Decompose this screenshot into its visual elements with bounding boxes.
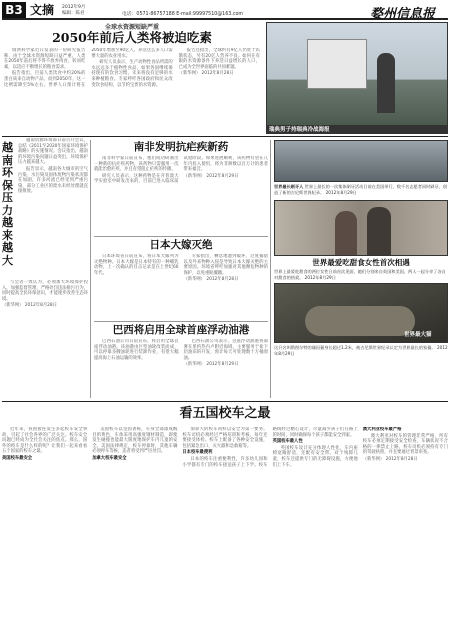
header-date: 2012年9月 xyxy=(62,5,86,10)
article-vietnam-environment xyxy=(2,138,88,400)
article-body: 南非科学家日前宣布，他们成功研制出一种新的抗疟疾药物，该药物只需服用一次就能治愈疟疾，并且有望阻止疟疾的传播。 研究人员表示，这种药物是在开普敦大学实验室中研发出来的，目前已进入临床前试验阶段。如果进展顺利，该药物有望在几年内投入使用，将为非洲数以百万计的患者带来福音。 （新华网） 2012年8月29日 xyxy=(94,156,268,185)
article-brazil-oil-port xyxy=(94,323,268,399)
photo-caption-title: 世界最大猫 xyxy=(404,332,432,338)
subhead: 加拿大校车最安全 xyxy=(92,455,127,461)
article-body: 日本环境省日前宣布，将日本大嫁列为灭绝物种。日本大嫁是日本特有的一种哺乳动物，上一次确认的目击记录是在上世纪60年代。 专家指出，栖息地遭到破坏、过度捕猎以及外来物种入侵是导致日本大嫁灭绝的主要原因。环境省呼吁加强对其他濒危物种的保护，以免重蹈覆辙。 （新华网） 2012年8月28日 xyxy=(94,254,268,283)
article-date: 2012年8月28日 xyxy=(201,71,234,77)
caption-text: 这只名叫斯图尔特的缅因猫身长超过1.2米，被吉尼斯世界纪录认定为世界最长的家猫。 2012年8月29日 xyxy=(274,345,448,356)
photo-caption-bar: 瑞典男子持瑞典冷战海报 xyxy=(266,126,448,134)
article-source: （新华网） xyxy=(183,277,205,283)
article-date: 2012年8月28日 xyxy=(206,277,239,283)
poster-illustration xyxy=(307,39,367,89)
article-source: （新华网） xyxy=(362,456,385,462)
article-source: （新华网） xyxy=(178,71,201,77)
article-body-cont: 与会者一致认为，必须加大环境保护投入，加强监督管理，严格处罚违法排污行为，同时提高全民环保意识，才能逐步改善生态环境。 （新华网） 2012年8月28日 xyxy=(2,280,88,309)
page-header xyxy=(2,2,448,20)
subhead: 美国校车最安全 xyxy=(2,455,33,461)
photo-sweet-women xyxy=(274,200,448,256)
article-body: 瑞典科学家近日发表的一份研究报告称，由于全球水资源短缺日益严重，人类在2050年前后将不得不放弃肉食，转而吃素，以适应不断增长的粮食需求。 报告指出，目前人类饮食中约20%的蛋白质来自动物产品，而到2050年，这一比例需降至5%左右。世界人口预计将在2050年增加至90亿人，养活这么多人口需要大量的农业用水。 研究人员表示，生产动物性食品所需的水远远多于植物性食品，如果各国继续保持现有的饮食习惯，未来将没有足够的水来种植粮食。专家呼吁各国政府和民众改变饮食结构，以节约宝贵的水资源。 报告还指出，全球约有9亿人仍处于饥饿状态，另有20亿人营养不良。如何在有限的水资源条件下养活日益增长的人口，已成为全世界面临的共同难题。 （新华网） 2012年8月28日 xyxy=(4,48,260,88)
article-date: 2012年8月28日 xyxy=(24,303,57,309)
masthead: 婺州信息报 xyxy=(370,7,436,22)
caption-date: 2012年8月29日 xyxy=(274,345,448,356)
caption-title: 世界最长刷牙人 xyxy=(274,184,304,189)
divider xyxy=(94,236,268,237)
article-water-shortage xyxy=(2,22,262,126)
article-headline: 越南环保压力越来越大 xyxy=(2,141,13,267)
article-headline: 看五国校车之最 xyxy=(179,406,271,421)
caption-text: 世界上最爱吃甜食的两位女性日前首次见面，她们分别来自英国和美国，两人一起分享了各自对甜食的热爱。 2012年8月29日 xyxy=(274,269,446,280)
article-south-africa-drug xyxy=(94,140,268,235)
divider xyxy=(94,321,268,322)
article-headline: 日本大嫁灭绝 xyxy=(149,239,213,251)
header-editor: 编辑：陈君 xyxy=(62,11,85,16)
section-name: 文摘 xyxy=(30,3,55,17)
article-headline: 世界最爱吃甜食女性首次相遇 xyxy=(312,258,410,267)
photo-longest-toothbrush xyxy=(274,140,448,182)
article-source: （新华网） xyxy=(2,303,24,309)
article-japan-extinct xyxy=(94,238,268,320)
divider xyxy=(2,136,448,137)
cat-figure xyxy=(305,306,415,336)
article-school-bus xyxy=(2,403,448,638)
article-kicker: 全球水资源短缺严重 xyxy=(104,24,159,31)
caption-date: 2012年8月29日 xyxy=(304,274,336,280)
caption-date: 2012年8月29日 xyxy=(325,189,357,195)
person-figure xyxy=(335,211,357,256)
divider xyxy=(2,401,448,402)
subhead: 英国校车最人性 xyxy=(272,439,303,445)
header-contact: 电话：0571-86757188 E-mail:99997510@163.com xyxy=(122,12,244,17)
photo-caption xyxy=(274,184,448,198)
article-headline: 巴西将启用全球首座浮动油港 xyxy=(112,324,250,336)
photo-anti-war-poster xyxy=(266,22,448,126)
article-source: （新华网） xyxy=(183,362,205,368)
article-body: 巴西石油公司日前宣布，将启用全球首座浮动油港。该油港由巨型油轮改装而成，可以停靠多艘油轮进行装卸作业，有望大幅提高海上石油运输的效率。 巴西石油公司表示，这座浮动油港将部署在里约热内卢附近海域，主要服务于盐下层油田的开发，预计每天可处理数十万桶原油。 （新华网） 2012年8月29日 xyxy=(94,339,268,368)
article-headline: 2050年前后人类将被迫吃素 xyxy=(52,30,212,45)
column-divider xyxy=(270,140,271,398)
subhead: 澳大利亚校车最严格 xyxy=(362,427,402,432)
caption-text: 世界上最长的一次集体刷牙活动日前在美国举行，数千名志愿者同时刷牙，创造了新的吉尼斯世界纪录。 xyxy=(274,184,448,195)
column-divider xyxy=(90,140,91,398)
article-date: 2012年8月29日 xyxy=(206,362,239,368)
article-date: 2012年8月29日 xyxy=(206,173,239,179)
article-date: 2012年8月28日 xyxy=(385,456,418,462)
article-source: （新华网） xyxy=(183,173,205,179)
person-figure xyxy=(377,53,395,113)
subhead: 日本校车最便利 xyxy=(182,450,213,456)
article-body: 近年来，我国接连发生多起校车安全事故，引起了社会各界的广泛关注。校车安全问题已经成为全社会关注的焦点。那么，国外的校车是什么样的呢？让我们一起来看看五个国家的校车之最。 美国校车最安全 美国校车以坚固著称，车身全部漆成醒目的黄色，车体采用高强度钢材制造，即使发生碰撞也能最大限度地保护车内儿童的安全。美国法律规定，校车停靠时，其他车辆必须停车等候，违者将受到严厉处罚。 加拿大校车最安全 加拿大的校车同样以安全为第一要务。校车司机必须经过严格培训和考核，每年还要接受体检。校车上配备了各种安全设施，包括紧急出口、灭火器和急救箱等。 日本校车最便利 日本的校车注重便利性，许多幼儿园和小学都有专门的校车接送孩子上下学。校车路线经过精心设计，尽量减少孩子们在路上的时间，同时确保每个孩子都能安全到家。 英国校车最人性 英国校车设计充分体现人性化，车内座椅宽敞舒适，还配有安全带。对于残障儿童，校车还提供专门的无障碍设施，方便他们上下车。 澳大利亚校车最严格 澳大利亚对校车的管理非常严格，所有校车必须定期接受安全检查，车辆状况不合格的一律禁止上路。校车司机必须持有专门的驾驶执照，并且要通过背景审查。 （新华网） 2012年8月28日 xyxy=(2,427,448,468)
article-headline: 南非发明抗疟疾新药 xyxy=(133,141,229,153)
article-body: 越南资源环境部日前召开会议，总结《2011至2020年国家环境保护战略》的实施情况。会议指出，越南的环境污染问题日益突出，环境保护压力越来越大。 报告显示，越南各大城市的空气污染、水污染及固体废物污染状况都在加剧，许多河流已经受到严重污染，部分工业区的废水未经处理就直接排放。 xyxy=(18,138,88,195)
person-figure xyxy=(367,207,391,256)
section-code-badge: B3 xyxy=(2,2,26,18)
